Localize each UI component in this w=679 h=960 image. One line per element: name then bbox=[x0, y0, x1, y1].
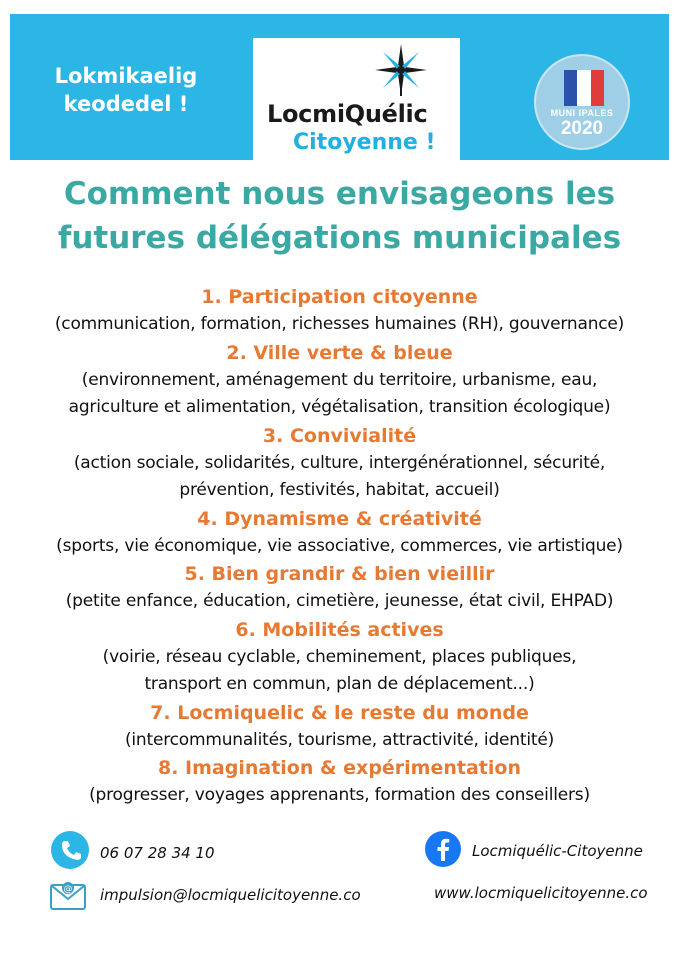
description-line: (progresser, voyages apprenants, formation des conseillers) bbox=[89, 785, 590, 805]
delegation-heading: 1. Participation citoyenne bbox=[201, 286, 478, 308]
delegation-heading: 6. Mobilités actives bbox=[235, 618, 444, 641]
description-line: (action sociale, solidarités, culture, intergénérationnel, sécurité, bbox=[73, 452, 606, 473]
title-line-1: Comment nous envisageons les bbox=[63, 176, 616, 212]
slogan-line-2: keodedel ! bbox=[63, 92, 189, 116]
envelope-icon bbox=[50, 880, 86, 910]
slogan-line-1: Lokmikaelig bbox=[54, 64, 198, 88]
description-line: (sports, vie économique, vie associative, commerces, vie artistique) bbox=[56, 535, 623, 556]
description-line: prévention, festivités, habitat, accueil) bbox=[179, 480, 500, 500]
delegation-description bbox=[0, 450, 679, 505]
description-line: (voirie, réseau cyclable, cheminement, places publiques, bbox=[102, 646, 577, 667]
delegation-heading: 2. Ville verte & bleue bbox=[226, 341, 453, 364]
delegation-heading: 5. Bien grandir & bien vieillir bbox=[184, 563, 495, 585]
website-link[interactable]: www.locmiquelicitoyenne.co bbox=[434, 884, 648, 902]
description-line: (communication, formation, richesses humaines (RH), gouvernance) bbox=[54, 314, 625, 334]
email-link[interactable]: impulsion@locmiquelicitoyenne.co bbox=[100, 886, 361, 904]
description-line: (environnement, aménagement du territoire, urbanisme, eau, bbox=[81, 369, 598, 390]
delegation-description bbox=[0, 367, 679, 422]
description-line: transport en commun, plan de déplacement...) bbox=[144, 674, 535, 694]
phone-icon bbox=[50, 830, 90, 870]
delegation-description bbox=[0, 533, 679, 561]
delegation-heading: 7. Locmiquelic & le reste du monde bbox=[150, 701, 529, 724]
svg-text:@: @ bbox=[63, 884, 73, 895]
french-flag-icon bbox=[564, 70, 604, 106]
delegation-description bbox=[0, 782, 679, 810]
delegation-heading: 8. Imagination & expérimentation bbox=[158, 757, 521, 779]
page-title bbox=[20, 172, 659, 260]
phone-number[interactable]: 06 07 28 34 10 bbox=[100, 844, 215, 862]
badge-label: MUNI IPALES bbox=[550, 108, 614, 118]
logo bbox=[253, 38, 460, 166]
delegation-heading: 4. Dynamisme & créativité bbox=[197, 507, 482, 530]
description-line: (intercommunalités, tourisme, attractivité, identité) bbox=[124, 729, 555, 750]
title-line-2: futures délégations municipales bbox=[57, 220, 622, 256]
compass-star-icon bbox=[375, 44, 427, 96]
delegation-heading: 3. Convivialité bbox=[262, 424, 417, 447]
description-line: agriculture et alimentation, végétalisation, transition écologique) bbox=[68, 397, 611, 417]
facebook-link[interactable]: Locmiquélic-Citoyenne bbox=[472, 842, 643, 860]
logo-name: LocmiQuélic bbox=[267, 100, 428, 128]
delegation-description bbox=[0, 644, 679, 699]
delegation-description bbox=[0, 727, 679, 755]
badge-year: 2020 bbox=[560, 118, 604, 139]
description-line: (petite enfance, éducation, cimetière, jeunesse, état civil, EHPAD) bbox=[65, 591, 614, 611]
logo-tagline: Citoyenne ! bbox=[293, 130, 436, 155]
delegation-description bbox=[0, 311, 679, 339]
facebook-icon bbox=[424, 830, 462, 868]
delegations-list bbox=[0, 283, 679, 810]
delegation-description bbox=[0, 588, 679, 616]
breton-slogan bbox=[46, 62, 206, 118]
header-banner bbox=[10, 14, 669, 160]
municipales-badge bbox=[534, 54, 630, 150]
